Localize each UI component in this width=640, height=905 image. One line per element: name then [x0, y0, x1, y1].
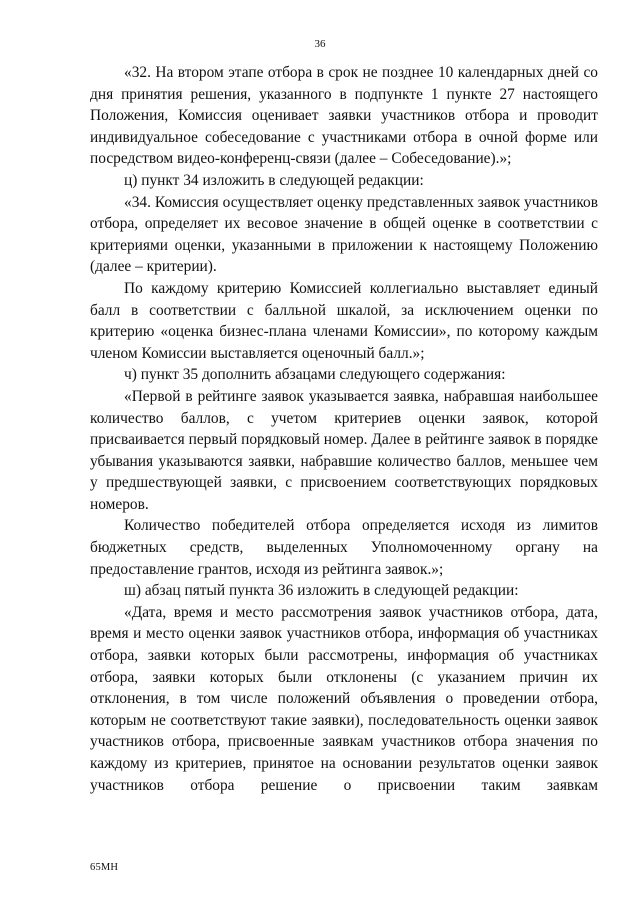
paragraph-amend-sh: ш) абзац пятый пункта 36 изложить в следующей редакции:	[124, 582, 519, 600]
document-body	[90, 62, 598, 796]
paragraph-item-36: «Дата, время и место рассмотрения заявок участников отбора, дата, время и место оценки заявок участников отбора, информация об участниках отбора, заявки которых были рассмотрены, информация об участниках отбора, заявки которых были отклонены (с указанием причин их отклонения, в том числе положений объявления о проведении отбора, которым не соответствуют такие заявки), последовательность оценки заявок участников отбора, присвоенные заявкам участников отбора значения по каждому из критериев, принятое на основании результатов оценки заявок участников отбора решение о присвоении таким заявкам	[90, 603, 598, 794]
paragraph-winners: Количество победителей отбора определяется исходя из лимитов бюджетных средств, выделенных Уполномоченному органу на предоставление грантов, исходя из рейтинга заявок.»;	[90, 517, 598, 578]
paragraph-amend-ch: ч) пункт 35 дополнить абзацами следующего содержания:	[124, 366, 506, 384]
paragraph-amend-c: ц) пункт 34 изложить в следующей редакции:	[124, 171, 424, 189]
page-number: 36	[314, 38, 326, 50]
paragraph-item-34: «34. Комиссия осуществляет оценку представленных заявок участников отбора, определяет их весовое значение в общей оценке в соответствии с критериями оценки, указанными в приложении к настоящему Положению (далее – критерии).	[90, 193, 598, 276]
paragraph-criteria-score: По каждому критерию Комиссией коллегиально выставляет единый балл в соответствии с балльной шкалой, за исключением оценки по критерию «оценка бизнес-плана членами Комиссии», по которому каждым членом Комиссии выставляется оценочный балл.»;	[90, 279, 598, 362]
paragraph-item-32: «32. На втором этапе отбора в срок не позднее 10 календарных дней со дня принятия решения, указанного в подпункте 1 пункте 27 настоящего Положения, Комиссия оценивает заявки участников отбора и проводит индивидуальное собеседование с участниками отбора в очной форме или посредством видео-конференц-связи (далее – Собеседование).»;	[90, 64, 598, 168]
paragraph-rating: «Первой в рейтинге заявок указывается заявка, набравшая наибольшее количество баллов, с учетом критериев оценки заявок, которой присваивается первый порядковый номер. Далее в рейтинге заявок в порядке убывания указываются заявки, набравшие количество баллов, меньшее чем у предшествующей заявки, с присвоением соответствующих порядковых номеров.	[90, 387, 598, 513]
footer-code: 65МН	[90, 862, 119, 873]
